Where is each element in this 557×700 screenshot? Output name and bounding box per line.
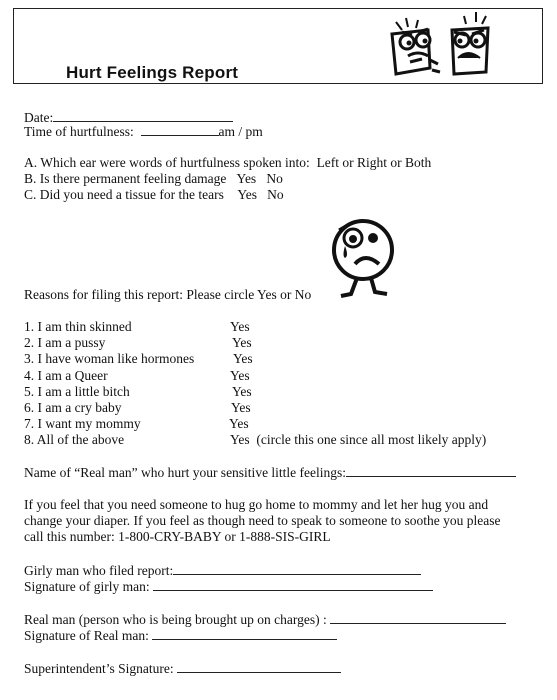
real-man-charges-blank[interactable]: [330, 611, 506, 624]
question-a-options[interactable]: Left or Right or Both: [316, 155, 432, 170]
real-man-signature-field[interactable]: [24, 627, 337, 644]
time-label: Time of hurtfulness:: [24, 124, 134, 139]
reasons-intro: Reasons for filing this report: Please circle Yes or No: [24, 287, 312, 302]
hug-paragraph-line-3: call this number: 1-800-CRY-BABY or 1-888-SIS-GIRL: [24, 529, 331, 544]
reason-2-answer[interactable]: Yes: [232, 335, 252, 350]
girly-filed-label: Girly man who filed report:: [24, 563, 174, 578]
real-man-signature-blank[interactable]: [152, 627, 337, 640]
real-man-name-field[interactable]: [24, 464, 516, 481]
girly-signature-blank[interactable]: [153, 578, 433, 591]
date-label: Date:: [24, 110, 54, 125]
superintendent-signature-blank[interactable]: [177, 660, 341, 673]
question-b-text: B. Is there permanent feeling damage: [24, 171, 227, 186]
girly-signature-label: Signature of girly man:: [24, 579, 150, 594]
superintendent-signature-field[interactable]: [24, 660, 341, 677]
reason-6-answer[interactable]: Yes: [231, 400, 251, 415]
question-a: [24, 155, 431, 171]
reason-6-text: 6. I am a cry baby: [24, 400, 122, 415]
girly-signature-field[interactable]: [24, 578, 433, 595]
question-c-text: C. Did you need a tissue for the tears: [24, 187, 224, 202]
time-suffix: am / pm: [218, 124, 263, 139]
hug-paragraph-line-1: If you feel that you need someone to hug go home to mommy and let her hug you and: [24, 497, 489, 512]
question-a-text: A. Which ear were words of hurtfulness spoken into:: [24, 155, 310, 170]
hug-paragraph-line-2: change your diaper. If you feel as though need to speak to someone to soothe you please: [24, 513, 501, 528]
question-b: [24, 171, 283, 187]
real-man-name-label: Name of “Real man” who hurt your sensitive little feelings:: [24, 465, 347, 480]
question-b-options[interactable]: Yes No: [236, 171, 283, 186]
question-c-options[interactable]: Yes No: [237, 187, 284, 202]
girly-filed-blank[interactable]: [173, 562, 421, 575]
girly-filed-field[interactable]: [24, 562, 421, 579]
reason-7-answer[interactable]: Yes: [229, 416, 249, 431]
reason-4-answer[interactable]: Yes: [230, 368, 250, 383]
superintendent-signature-label: Superintendent’s Signature:: [24, 661, 174, 676]
reason-3-text: 3. I have woman like hormones: [24, 351, 195, 366]
reason-5-text: 5. I am a little bitch: [24, 384, 130, 399]
reason-4-text: 4. I am a Queer: [24, 368, 108, 383]
crying-face-icon: [325, 212, 405, 300]
two-arguing-faces-icon: [382, 12, 494, 80]
report-title: Hurt Feelings Report: [66, 63, 239, 82]
reason-2-text: 2. I am a pussy: [24, 335, 106, 350]
reason-1-text: 1. I am thin skinned: [24, 319, 132, 334]
reason-5-answer[interactable]: Yes: [232, 384, 252, 399]
question-c: [24, 187, 284, 203]
reason-7-text: 7. I want my mommy: [24, 416, 141, 431]
reason-3-answer[interactable]: Yes: [233, 351, 253, 366]
real-man-charges-label: Real man (person who is being brought up on charges) :: [24, 612, 327, 627]
reason-8-answer[interactable]: Yes (circle this one since all most likely apply): [230, 432, 487, 447]
reason-8-text: 8. All of the above: [24, 432, 125, 447]
time-blank[interactable]: [141, 123, 219, 136]
real-man-charges-field[interactable]: [24, 611, 506, 628]
time-field[interactable]: [24, 123, 263, 140]
real-man-signature-label: Signature of Real man:: [24, 628, 149, 643]
reason-1-answer[interactable]: Yes: [230, 319, 250, 334]
real-man-name-blank[interactable]: [346, 464, 516, 477]
date-blank[interactable]: [53, 109, 233, 122]
